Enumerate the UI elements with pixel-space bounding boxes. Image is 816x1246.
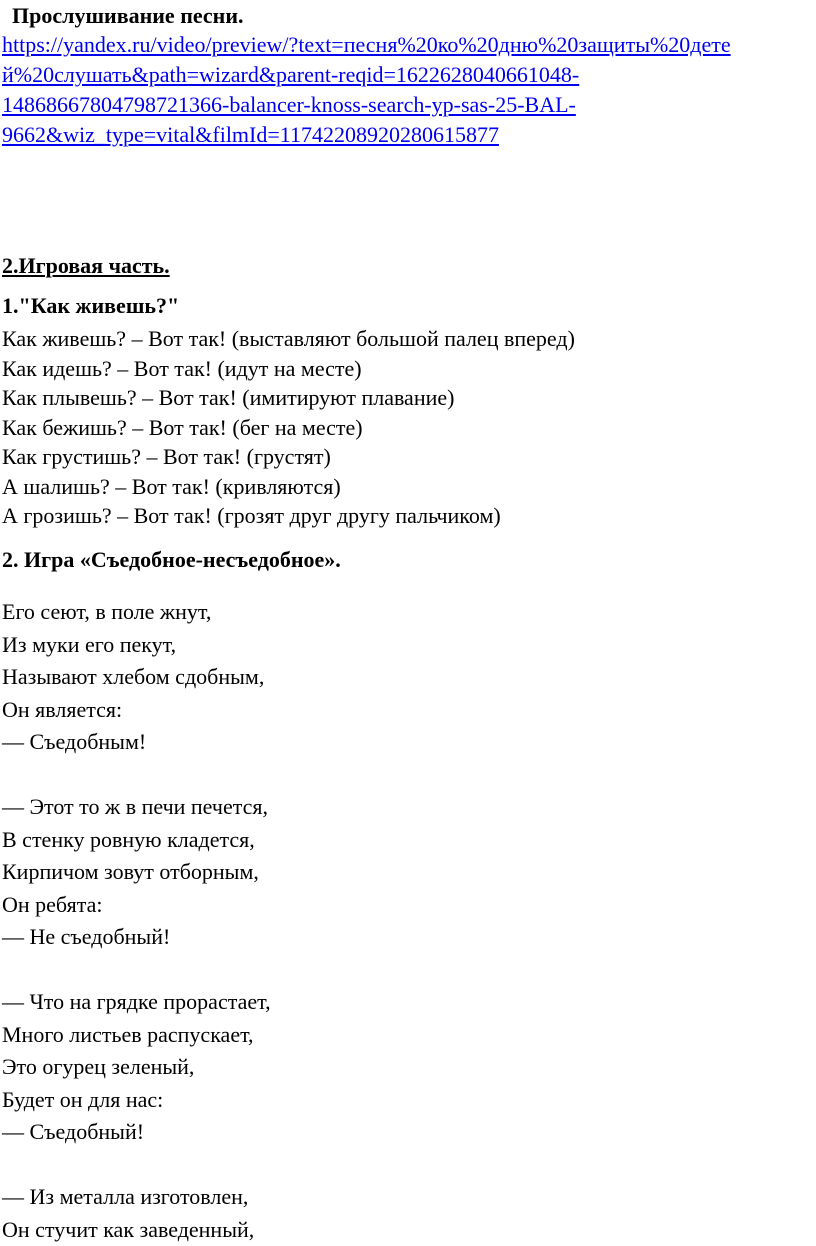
game1-line: Как грустишь? – Вот так! (грустят): [2, 444, 331, 469]
poem-line: — Что на грядке прорастает,: [2, 989, 271, 1014]
poem-line: Из муки его пекут,: [2, 631, 177, 657]
video-link-line[interactable]: й%20слушать&path=wizard&parent-reqid=1622628040661048-: [2, 62, 580, 87]
song-listening-title: Прослушивание песни.: [12, 3, 244, 28]
stanza-gap: [2, 1149, 271, 1182]
poem-line: — Из металла изготовлен,: [2, 1184, 249, 1209]
poem-line: Будет он для нас:: [2, 1086, 164, 1112]
game2-poem: [2, 596, 271, 1246]
stanza-gap: [2, 954, 271, 987]
video-link-line[interactable]: 14868667804798721366-balancer-knoss-search-yp-sas-25-BAL-: [2, 92, 576, 117]
video-link-line[interactable]: https://yandex.ru/video/preview/?text=песня%20ко%20дню%20защиты%20дете: [2, 32, 731, 57]
poem-line: Это огурец зеленый,: [2, 1054, 195, 1079]
game1-lines: [2, 324, 575, 531]
poem-line: Его сеют, в поле жнут,: [2, 599, 212, 624]
poem-line: Кирпичом зовут отборным,: [2, 859, 259, 884]
game1-line: Как живешь? – Вот так! (выставляют большой палец вперед): [2, 326, 575, 351]
poem-line: — Не съедобный!: [2, 924, 171, 949]
game-part-heading: 2.Игровая часть.: [2, 253, 170, 278]
poem-line: — Съедобным!: [2, 729, 147, 754]
game1-line: А шалишь? – Вот так! (кривляются): [2, 473, 341, 499]
poem-line: Называют хлебом сдобным,: [2, 664, 265, 689]
video-link-line[interactable]: 9662&wiz_type=vital&filmId=11742208920280615877: [2, 122, 499, 147]
game1-line: Как бежишь? – Вот так! (бег на месте): [2, 414, 363, 440]
poem-line: — Съедобный!: [2, 1119, 145, 1144]
stanza-gap: [2, 759, 271, 792]
game1-title: 1."Как живешь?": [2, 293, 180, 318]
poem-line: Много листьев распускает,: [2, 1021, 254, 1047]
poem-line: Он ребята:: [2, 891, 103, 917]
video-link[interactable]: [2, 30, 812, 150]
poem-line: — Этот то ж в печи печется,: [2, 794, 268, 819]
poem-line: Он является:: [2, 696, 123, 722]
poem-line: В стенку ровную кладется,: [2, 826, 255, 852]
game1-line: А грозишь? – Вот так! (грозят друг другу пальчиком): [2, 503, 501, 528]
game1-line: Как идешь? – Вот так! (идут на месте): [2, 355, 362, 381]
game1-line: Как плывешь? – Вот так! (имитируют плавание): [2, 385, 455, 410]
poem-line: Он стучит как заведенный,: [2, 1216, 255, 1242]
game2-title: 2. Игра «Съедобное-несъедобное».: [2, 547, 341, 572]
